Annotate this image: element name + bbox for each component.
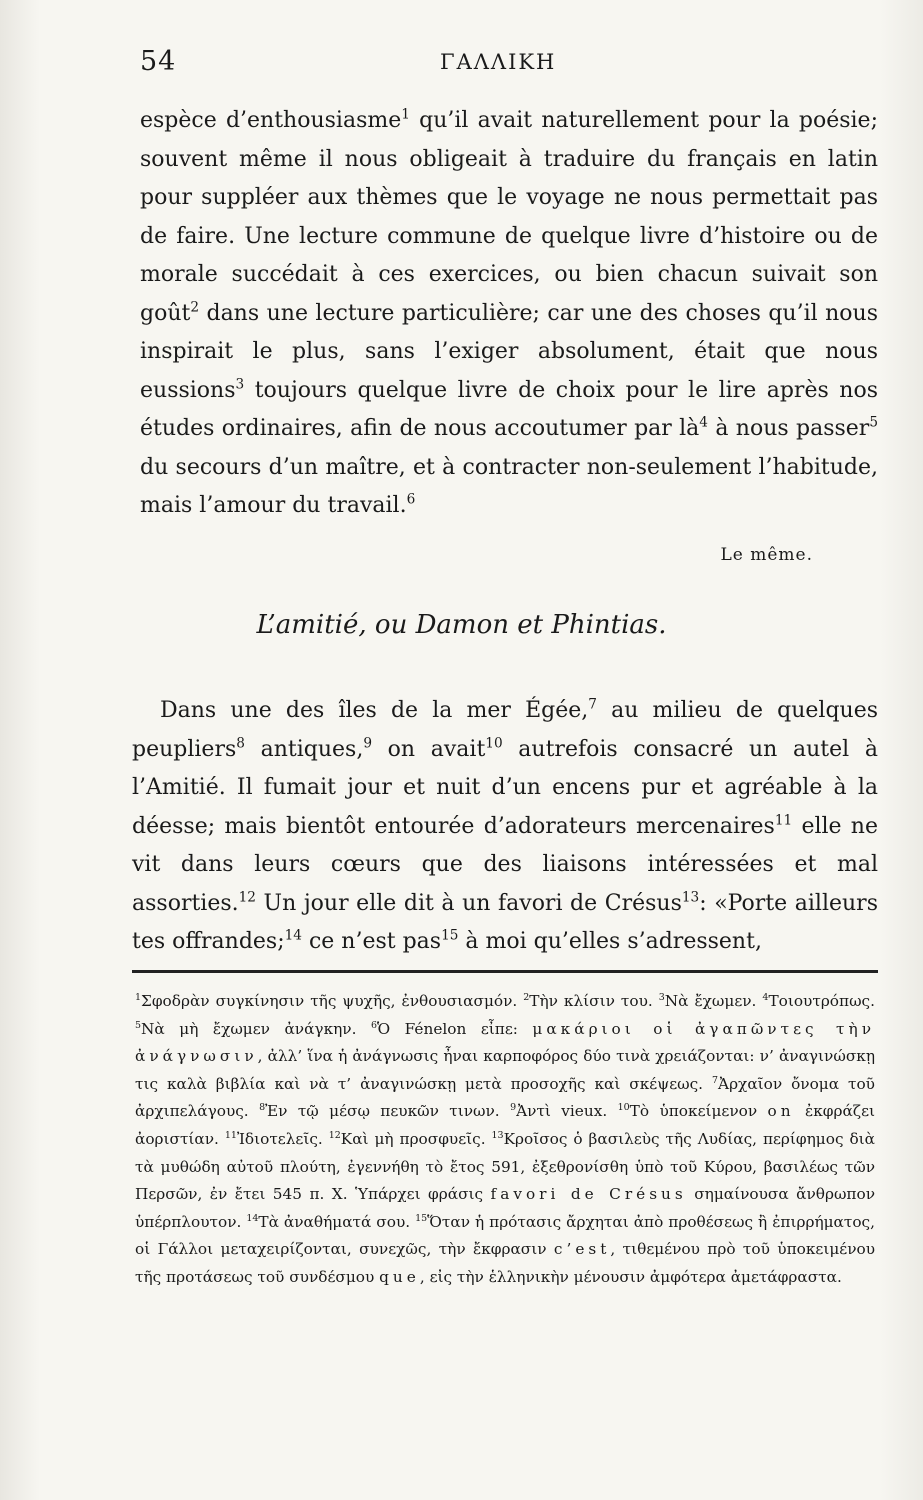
passage-1-text: espèce d’enthousiasme$^1$ qu’il avait naturellement pour la poésie; souvent même il nous obligeait à traduire du français en latin pour suppléer aux thèmes que le voyage ne nous permettait pas de faire. Une lecture commune de quelque livre d’histoire ou de morale succédait à ces exercices, ou bien chacun suivait son goût$^2$ dans une lecture particulière; car une des choses qu’il nous inspirait le plus, sans l’exiger absolument, était que nous eussions$^3$ toujours quelque livre de choix pour le lire après nos études ordinaires, afin de nous accoutumer par $là^4$ à nous passer$^5$ du secours d’un maître, et à contracter non-seulement l’habitude, mais l’amour du travail.$^6$ xyxy=(140,106,878,518)
footnote-rule xyxy=(132,970,878,973)
passage-2-text: Dans une des îles de la mer Égée,$^7$ au milieu de quelques peupliers$^8$ antiques,$^9$ on avait$^{10}$ autrefois consacré un autel à l’Amitié. Il fumait jour et nuit d’un encens pur et agréable à la déesse; mais bientôt entourée d’adorateurs mercenaires$^{11}$ elle ne vit dans leurs cœurs que des liaisons intéressées et mal assorties.$^{12}$ Un jour elle dit à un favori de Crésus$^{13}$: «Porte ailleurs tes offrandes;$^{14}$ ce n’est pas$^{15}$ à moi qu’elles s’adressent, xyxy=(132,696,879,954)
page-number: 54 xyxy=(140,46,177,77)
running-title: ΓΑΛΛΙΚΗ xyxy=(440,50,557,74)
passage-2 xyxy=(132,692,878,962)
page-header xyxy=(140,46,880,86)
section-title: L’amitié, ou Damon et Phintias. xyxy=(256,610,667,640)
attribution: Le même. xyxy=(720,545,813,565)
footnotes xyxy=(135,988,875,1292)
passage-1 xyxy=(140,102,878,526)
footnotes-text: $^1$Σφοδρὰν συγκίνησιν τῆς ψυχῆς, ἐνθουσιασμόν. $^2$Τὴν κλίσιν του. $^3$Νὰ ἔχωμεν. $^4$Τοιουτρόπως. $^5$Νὰ μὴ ἔχωμεν ἀνάγκην. $^6$Ὁ Fénelon εἶπε: μακάριοι οἱ ἀγαπῶντες τὴν ἀνάγνωσιν, ἀλλ’ ἵνα ἡ ἀνάγνωσις ἦναι καρποφόρος δύο τινὰ χρειάζονται: ν’ ἀναγινώσκῃ τις καλὰ βιβλία καὶ νὰ τ’ ἀναγινώσκῃ μετὰ προσοχῆς καὶ σκέψεως. $^7$Ἀρχαῖον ὄνομα τοῦ ἀρχιπελάγους. $^8$Ἐν τῷ μέσῳ πευκῶν τινων. $^9$Ἀντὶ vieux. $^{10}$Τὸ ὑποκείμενον on ἐκφράζει ἀοριστίαν. $^{11}$Ἰδιοτελεῖς. $^{12}$Καὶ μὴ προσφυεῖς. $^{13}$Κροῖσος ὁ βασιλεὺς τῆς Λυδίας, περίφημος διὰ τὰ μυθώδη αὐτοῦ πλούτη, ἐγεννήθη τὸ ἔτος 591, ἐξεθρονίσθη ὑπὸ τοῦ Κύρου, βασιλέως τῶν Περσῶν, ἐν ἔτει 545 π. Χ. Ὑπάρχει φράσις favori de Crésus σημαίνουσα ἄνθρωπον ὑπέρπλουτον. $^{14}$Τὰ ἀναθήματά σου. $^{15}$Ὅταν ἡ πρότασις ἄρχηται ἀπὸ προθέσεως ἢ ἐπιρρήματος, οἱ Γάλλοι μεταχειρίζονται, συνεχῶς, τὴν ἔκφρασιν c’est, τιθεμένου πρὸ τοῦ ὑποκειμένου τῆς προτάσεως τοῦ συνδέσμου que, εἰς τὴν ἑλληνικὴν μένουσιν ἀμφότερα ἀμετάφραστα. xyxy=(135,991,876,1286)
